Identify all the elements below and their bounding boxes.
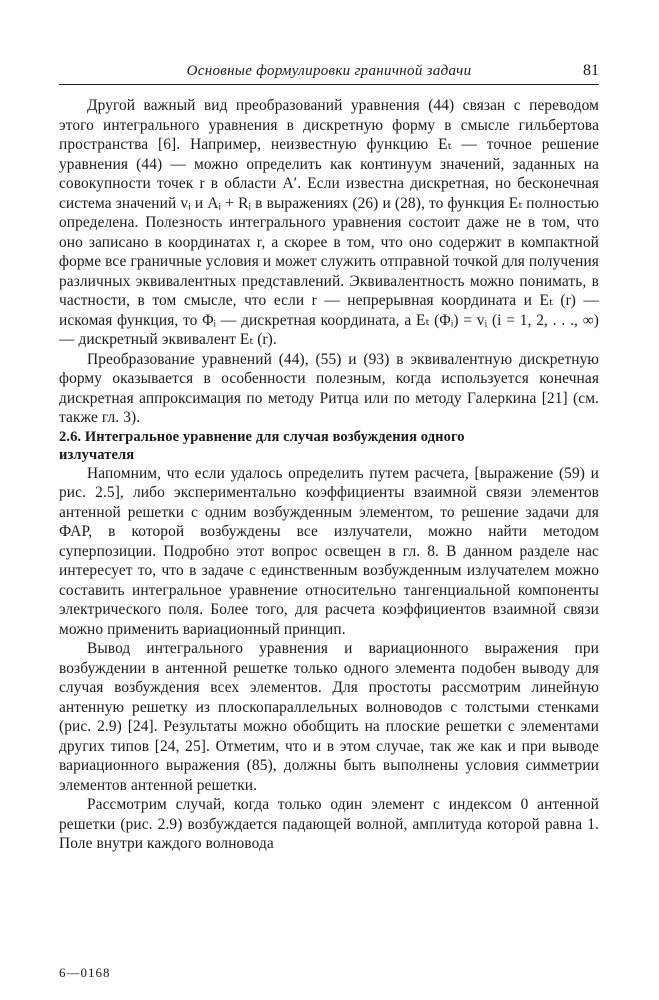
paragraph-superposition: Напомним, что если удалось определить путем расчета, [выражение (59) и рис. 2.5], либо экспериментально коэффициенты взаимной связи элементов антенной решетки с одним возбужденным элементом, то решение задачи для ФАР, в которой возбуждены все излучатели, можно найти методом суперпозиции. Подробно этот вопрос освещен в гл. 8. В данном разделе нас интересует то, что в задаче с единственным возбужденным излучателем можно составить интегральное уравнение относительно тангенциальной компоненты электрического поля. Более того, для расчета коэффициентов взаимной связи можно применить вариационный принцип.: [59, 464, 599, 638]
paragraph-ritz-galerkin: Преобразование уравнений (44), (55) и (93) в эквивалентную дискретную форму оказывается в особенности полезным, когда используется конечная дискретная аппроксимация по методу Ритца или по методу Галеркина [21] (см. также гл. 3).: [59, 350, 599, 426]
page-number: 81: [583, 62, 599, 79]
paragraph-discrete-form: Другой важный вид преобразований уравнения (44) связан с переводом этого интегрального уравнения в дискретную форму в смысле гильбертова пространства [6]. Например, неизвестную функцию Eₜ — точное решение уравнения (44) — можно определить как континуум значений, заданных на совокупности точек r в области A′. Если известна дискретная, но бесконечная система значений vᵢ и Aᵢ + Rᵢ в выражениях (26) и (28), то функция Eₜ полностью определена. Полезность интегрального уравнения состоит даже не в том, что оно записано в координатах r, а скорее в том, что оно содержит в компактной форме все граничные условия и может служить отправной точкой для получения различных эквивалентных представлений. Эквивалентность можно понимать, в частности, в том смысле, что если r — непрерывная координата и Eₜ (r) — искомая функция, то Φᵢ — дискретная координата, а Eₜ (Φᵢ) = vᵢ (i = 1, 2, . . ., ∞) — дискретный эквивалент Eₜ (r).: [59, 97, 599, 348]
paragraph-single-element: Рассмотрим случай, когда только один элемент с индексом 0 антенной решетки (рис. 2.9) возбуждается падающей волной, амплитуда которой равна 1. Поле внутри каждого волновода: [59, 796, 599, 852]
paragraph-variational-derivation: Вывод интегрального уравнения и вариационного выражения при возбуждении в антенной решетке только одного элемента подобен выводу для случая возбуждения всех элементов. Для простоты рассмотрим линейную антенную решетку из плоскопараллельных волноводов с толстыми стенками (рис. 2.9) [24]. Результаты можно обобщить на плоские решетки с элементами других типов [24, 25]. Отметим, что и в этом случае, так же как и при выводе вариационного выражения (85), должны быть выполнены условия симметрии элементов антенной решетки.: [59, 640, 599, 794]
body-text: [59, 96, 599, 854]
section-heading: 2.6. Интегральное уравнение для случая возбуждения одного излучателя: [59, 428, 465, 463]
running-head: [59, 62, 599, 85]
signature-code: 6—0168: [59, 965, 111, 980]
running-title: Основные формулировки граничной задачи: [186, 63, 472, 79]
